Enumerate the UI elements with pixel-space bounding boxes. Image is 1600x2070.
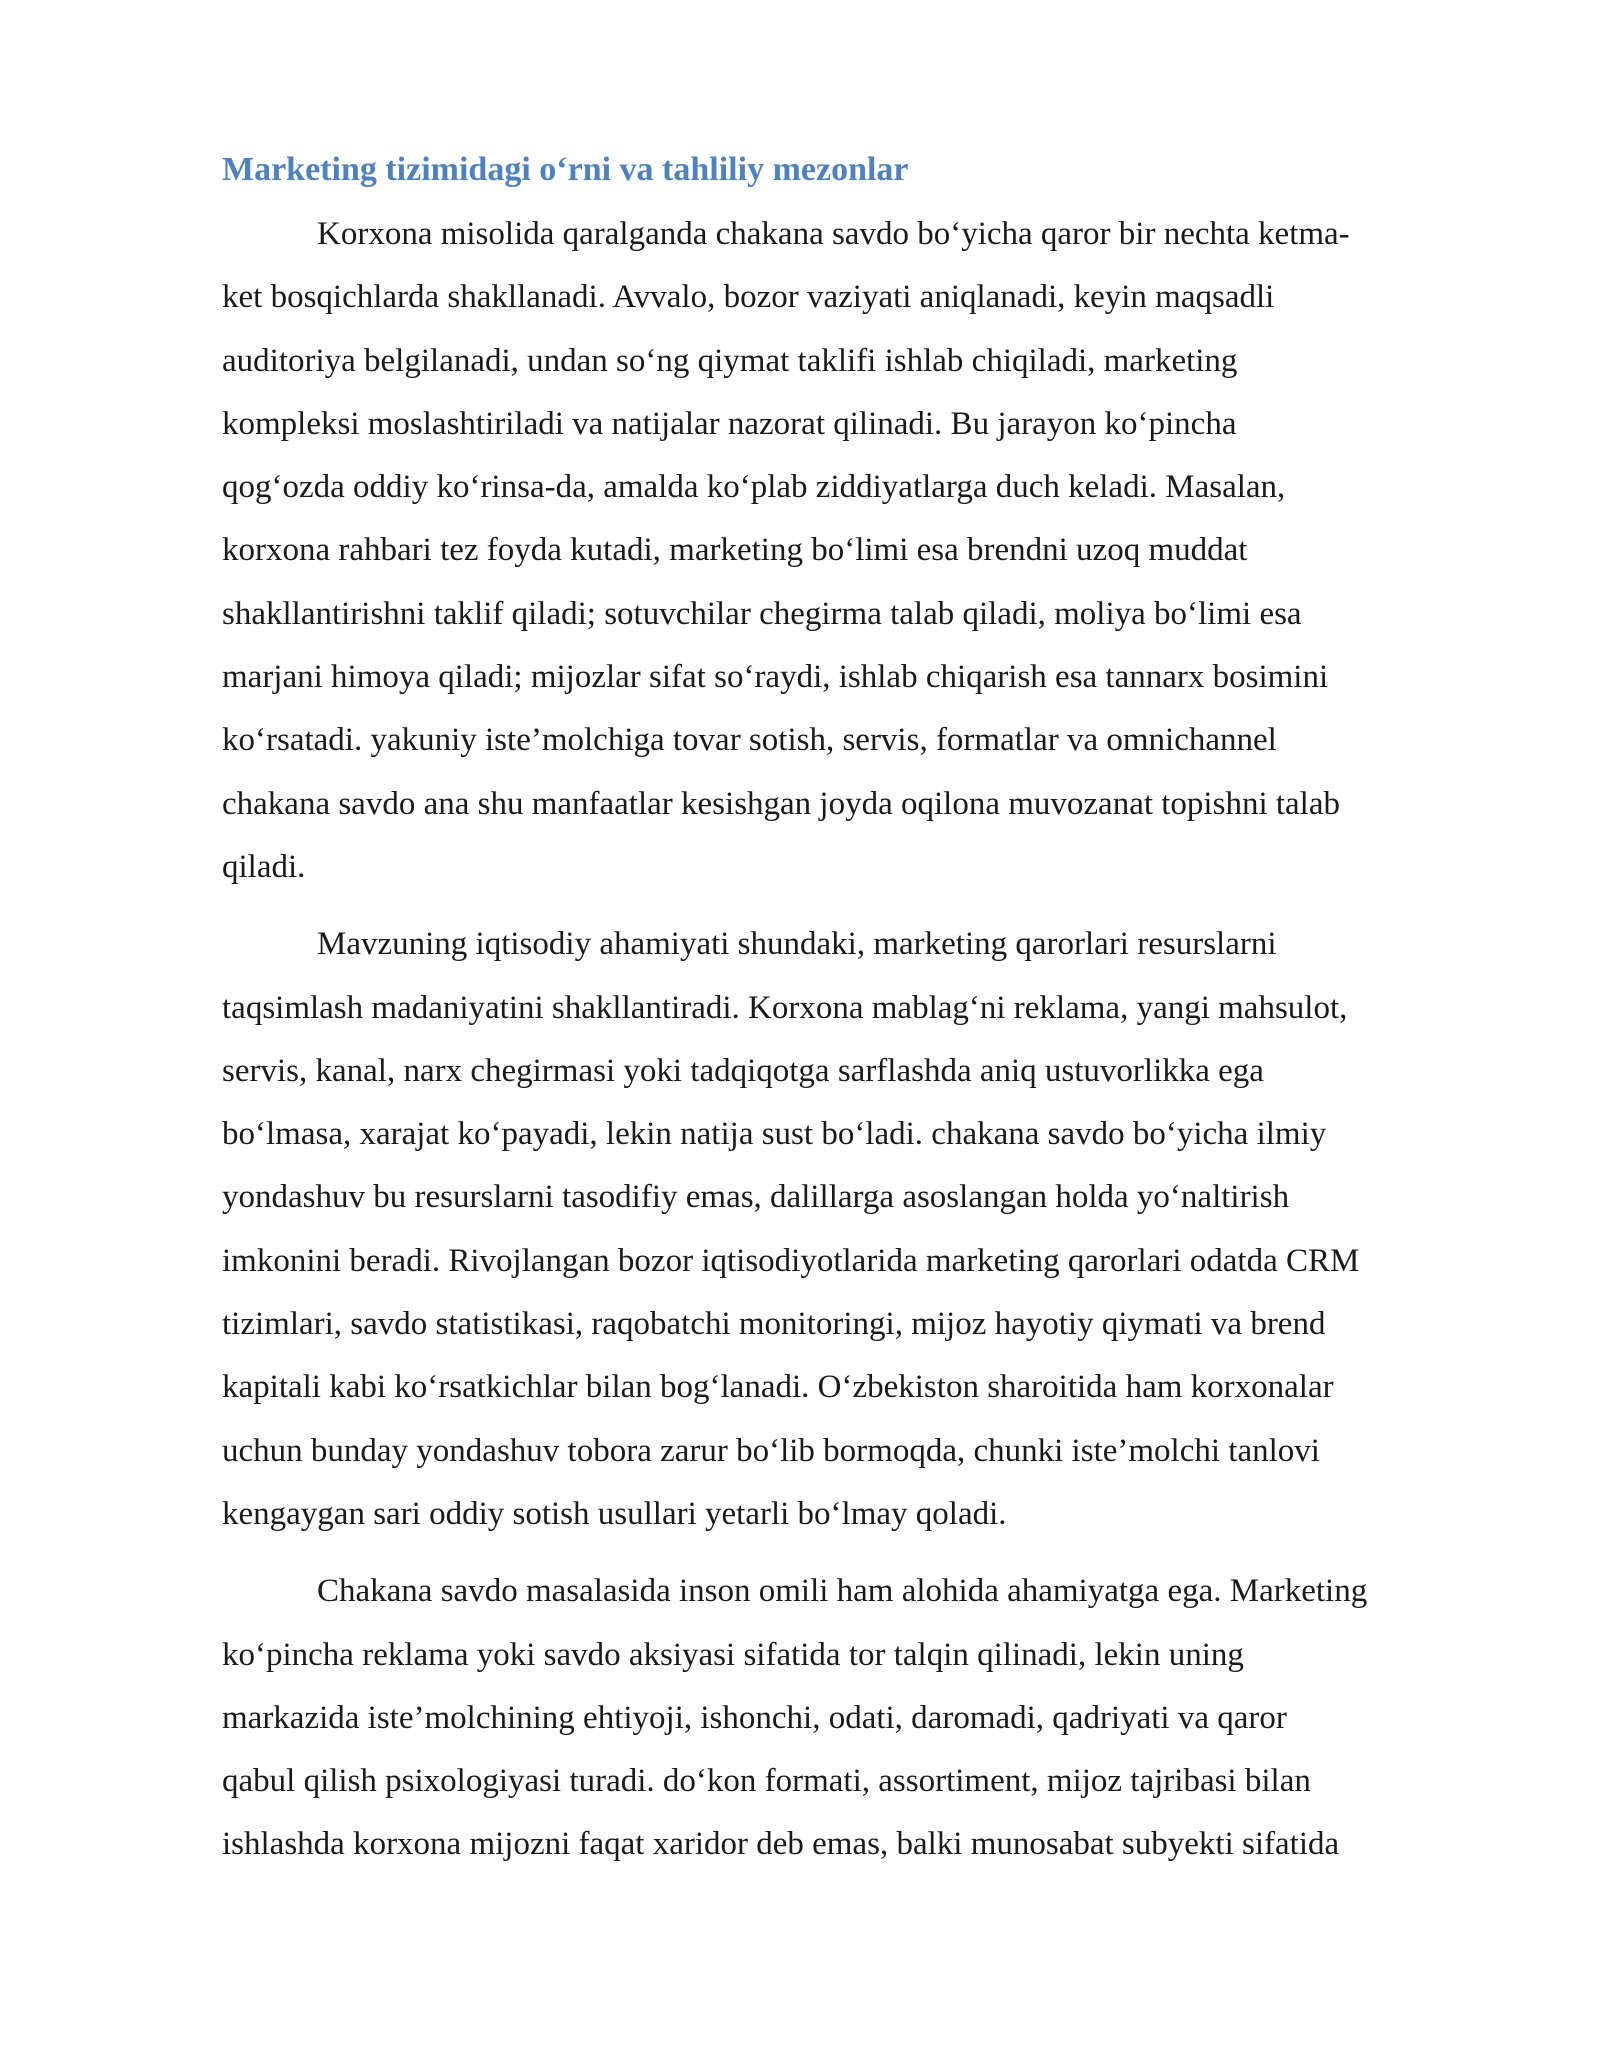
paragraph-line: marjani himoya qiladi; mijozlar sifat so‘raydi, ishlab chiqarish esa tannarx bosimini	[222, 659, 1329, 696]
paragraph-line: shakllantirishni taklif qiladi; sotuvchilar chegirma talab qiladi, moliya bo‘limi esa	[222, 595, 1302, 632]
paragraph-line: uchun bunday yondashuv tobora zarur bo‘lib bormoqda, chunki iste’molchi tanlovi	[222, 1432, 1320, 1469]
paragraph-line: markazida iste’molchining ehtiyoji, ishonchi, odati, daromadi, qadriyati va qaror	[222, 1699, 1287, 1736]
paragraph-line: auditoriya belgilanadi, undan so‘ng qiymat taklifi ishlab chiqiladi, marketing	[222, 342, 1238, 379]
paragraph-line: ishlashda korxona mijozni faqat xaridor deb emas, balki munosabat subyekti sifatida	[222, 1826, 1340, 1863]
paragraph-line: qabul qilish psixologiyasi turadi. do‘kon formati, assortiment, mijoz tajribasi bilan	[222, 1763, 1311, 1800]
paragraph-line: Mavzuning iqtisodiy ahamiyati shundaki, marketing qarorlari resurslarni	[317, 926, 1277, 963]
paragraph-line: bo‘lmasa, xarajat ko‘payadi, lekin natija sust bo‘ladi. chakana savdo bo‘yicha ilmiy	[222, 1116, 1327, 1153]
paragraph-line: taqsimlash madaniyatini shakllantiradi. Korxona mablag‘ni reklama, yangi mahsulot,	[222, 989, 1348, 1026]
paragraph-line: Chakana savdo masalasida inson omili ham alohida ahamiyatga ega. Marketing	[317, 1573, 1368, 1610]
paragraph-line: qiladi.	[222, 848, 306, 885]
paragraph-line: chakana savdo ana shu manfaatlar kesishgan joyda oqilona muvozanat topishni talab	[222, 785, 1340, 822]
paragraph-line: kengaygan sari oddiy sotish usullari yetarli bo‘lmay qoladi.	[222, 1495, 1007, 1532]
paragraph-3	[222, 1560, 1484, 1876]
paragraph-1	[222, 203, 1484, 899]
paragraph-line: korxona rahbari tez foyda kutadi, marketing bo‘limi esa brendni uzoq muddat	[222, 532, 1248, 569]
paragraph-line: ko‘pincha reklama yoki savdo aksiyasi sifatida tor talqin qilinadi, lekin uning	[222, 1636, 1244, 1673]
document-body	[222, 145, 1484, 1891]
paragraph-line: yondashuv bu resurslarni tasodifiy emas, dalillarga asoslangan holda yo‘naltirish	[222, 1179, 1290, 1216]
paragraph-line: ko‘rsatadi. yakuniy iste’molchiga tovar sotish, servis, formatlar va omnichannel	[222, 722, 1277, 759]
paragraph-2	[222, 913, 1484, 1546]
paragraph-line: Korxona misolida qaralganda chakana savdo bo‘yicha qaror bir nechta ketma-	[317, 216, 1350, 252]
paragraph-line: kapitali kabi ko‘rsatkichlar bilan bog‘lanadi. O‘zbekiston sharoitida ham korxonalar	[222, 1369, 1334, 1406]
paragraph-line: kompleksi moslashtiriladi va natijalar nazorat qilinadi. Bu jarayon ko‘pincha	[222, 405, 1237, 442]
paragraph-line: qog‘ozda oddiy ko‘rinsa-da, amalda ko‘plab ziddiyatlarga duch keladi. Masalan,	[222, 469, 1286, 506]
paragraph-line: imkonini beradi. Rivojlangan bozor iqtisodiyotlarida marketing qarorlari odatda CRM	[222, 1242, 1360, 1279]
section-heading: Marketing tizimidagi o‘rni va tahliliy mezonlar	[222, 151, 909, 188]
paragraph-line: tizimlari, savdo statistikasi, raqobatchi monitoringi, mijoz hayotiy qiymati va brend	[222, 1306, 1326, 1343]
paragraph-line: servis, kanal, narx chegirmasi yoki tadqiqotga sarflashda aniq ustuvorlikka ega	[222, 1052, 1264, 1089]
paragraph-line: ket bosqichlarda shakllanadi. Avvalo, bozor vaziyati aniqlanadi, keyin maqsadli	[222, 279, 1275, 316]
